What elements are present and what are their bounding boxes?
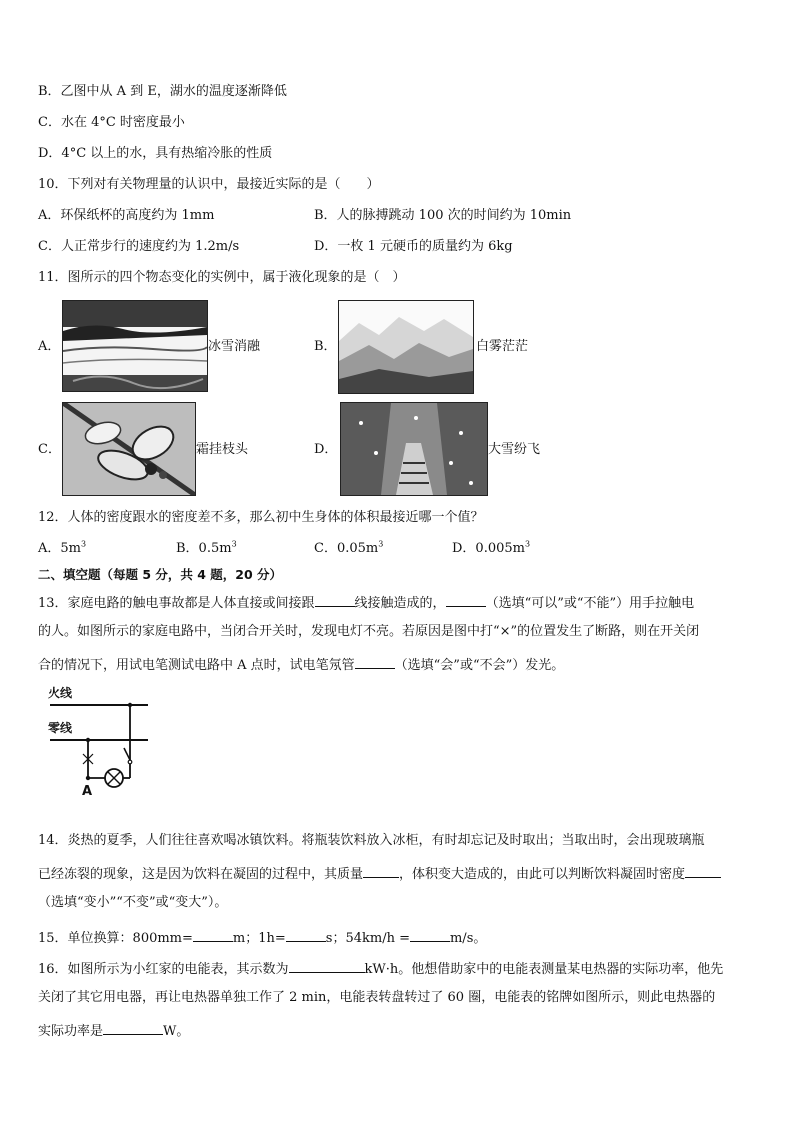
q15-blank-1 [193,927,233,942]
q14-text-2a: 已经冻裂的现象，这是因为饮料在凝固的过程中，其质量 [38,867,364,882]
q13-text-3b: （选填“会”或“不会”）发光。 [394,658,565,673]
q10-option-d: D．一枚 1 元硬币的质量约为 6kg [314,239,513,254]
q12-stem: 12．人体的密度跟水的密度差不多，那么初中生身体的体积最接近哪一个值？ [38,510,484,525]
q12-option-c-exp: 3 [378,539,384,549]
q15-blank-3 [410,927,450,942]
q11-photo-white-fog [338,300,474,394]
q11-stem: 11．图所示的四个物态变化的实例中，属于液化现象的是（ ） [38,270,406,285]
q12-option-d-exp: 3 [524,539,531,549]
q13-text-1a: 13．家庭电路的触电事故都是人体直接或间接跟 [38,596,315,611]
q12-option-a-exp: 3 [81,539,87,549]
q13-line-3 [38,654,564,675]
q9-option-b: B．乙图中从 A 到 E，湖水的温度逐渐降低 [38,84,287,99]
q16-line-1 [38,958,723,979]
q16-line-3 [38,1020,189,1041]
q10-option-a: A．环保纸杯的高度约为 1mm [38,208,215,223]
q14-blank-1 [363,863,399,878]
q15-line [38,927,486,948]
q12-option-b-exp: 3 [231,539,237,549]
q12-option-d-text: D．0.005m [452,541,525,556]
q9-option-d: D．4°C 以上的水，具有热缩冷胀的性质 [38,146,273,161]
q11-photo-heavy-snow [340,402,488,496]
q13-text-1b: 线接触造成的， [354,596,446,611]
q13-blank-3 [355,654,395,669]
q10-option-c: C．人正常步行的速度约为 1.2m/s [38,239,240,254]
neutral-wire-label: 零线 [48,721,73,735]
q12-option-c-text: C．0.05m [314,541,379,556]
q13-circuit-diagram [44,684,154,804]
q13-blank-2 [446,592,486,607]
q15-text-a: 15．单位换算：800mm= [38,931,193,946]
q16-text-1a: 16．如图所示为小红家的电能表，其示数为 [38,962,289,977]
q11-option-b-caption: 白雾茫茫 [476,339,529,354]
q14-blank-2 [685,863,721,878]
q11-option-d-letter: D． [314,442,338,457]
q11-option-d-caption: 大雪纷飞 [488,442,541,457]
q9-option-c: C．水在 4°C 时密度最小 [38,115,185,130]
q12-option-b [176,540,237,558]
q11-option-b-letter: B． [314,339,337,354]
q16-text-3b: W。 [163,1024,190,1039]
q10-option-b: B．人的脉搏跳动 100 次的时间约为 10min [314,208,572,223]
live-wire-label: 火线 [48,686,73,700]
q12-option-d [452,540,530,558]
point-a-label: A [82,784,93,799]
q12-option-c [314,540,383,558]
q15-text-c: s；54km/h = [325,931,410,946]
q11-photo-frost-branch [62,402,196,496]
q11-option-c-letter: C． [38,442,61,457]
q11-option-a-letter: A． [38,339,61,354]
q10-stem: 10．下列对有关物理量的认识中，最接近实际的是（ ） [38,177,380,192]
q16-text-3a: 实际功率是 [38,1024,104,1039]
q16-text-1b: kW·h。他想借助家中的电能表测量某电热器的实际功率，他先 [364,962,724,977]
q11-option-a-caption: 冰雪消融 [208,339,261,354]
q12-option-a [38,540,86,558]
q14-line-2 [38,863,721,884]
q13-line-1 [38,592,694,613]
q15-text-d: m/s。 [449,931,487,946]
q11-option-c-caption: 霜挂枝头 [196,442,249,457]
q14-line-3: （选填“变小”“不变”或“变大”）。 [38,895,228,910]
q12-option-a-text: A．5m [38,541,81,556]
q13-line-2: 的人。如图所示的家庭电路中，当闭合开关时，发现电灯不亮。若原因是图中打“×”的位置发生了断路，则在开关闭 [38,624,700,639]
q13-text-1c: （选填“可以”或“不能”）用手拉触电 [485,596,695,611]
q15-blank-2 [286,927,326,942]
q11-photo-ice-melting [62,300,208,392]
q13-blank-1 [315,592,355,607]
q16-blank-2 [103,1020,163,1035]
q14-text-2b: ，体积变大造成的，由此可以判断饮料凝固时密度 [399,867,686,882]
q13-text-3a: 合的情况下，用试电笔测试电路中 A 点时，试电笔氖管 [38,658,355,673]
q14-line-1: 14．炎热的夏季，人们往往喜欢喝冰镇饮料。将瓶装饮料放入冰柜，有时却忘记及时取出；当取出时，会出现玻璃瓶 [38,833,705,848]
q16-blank-1 [289,958,365,973]
q12-option-b-text: B．0.5m [176,541,232,556]
q15-text-b: m；1h= [232,931,286,946]
q16-line-2: 关闭了其它用电器，再让电热器单独工作了 2 min，电能表转盘转过了 60 圈，电能表的铭牌如图所示，则此电热器的 [38,990,716,1005]
section-heading-fill-in: 二、填空题（每题 5 分，共 4 题，20 分） [38,567,283,582]
